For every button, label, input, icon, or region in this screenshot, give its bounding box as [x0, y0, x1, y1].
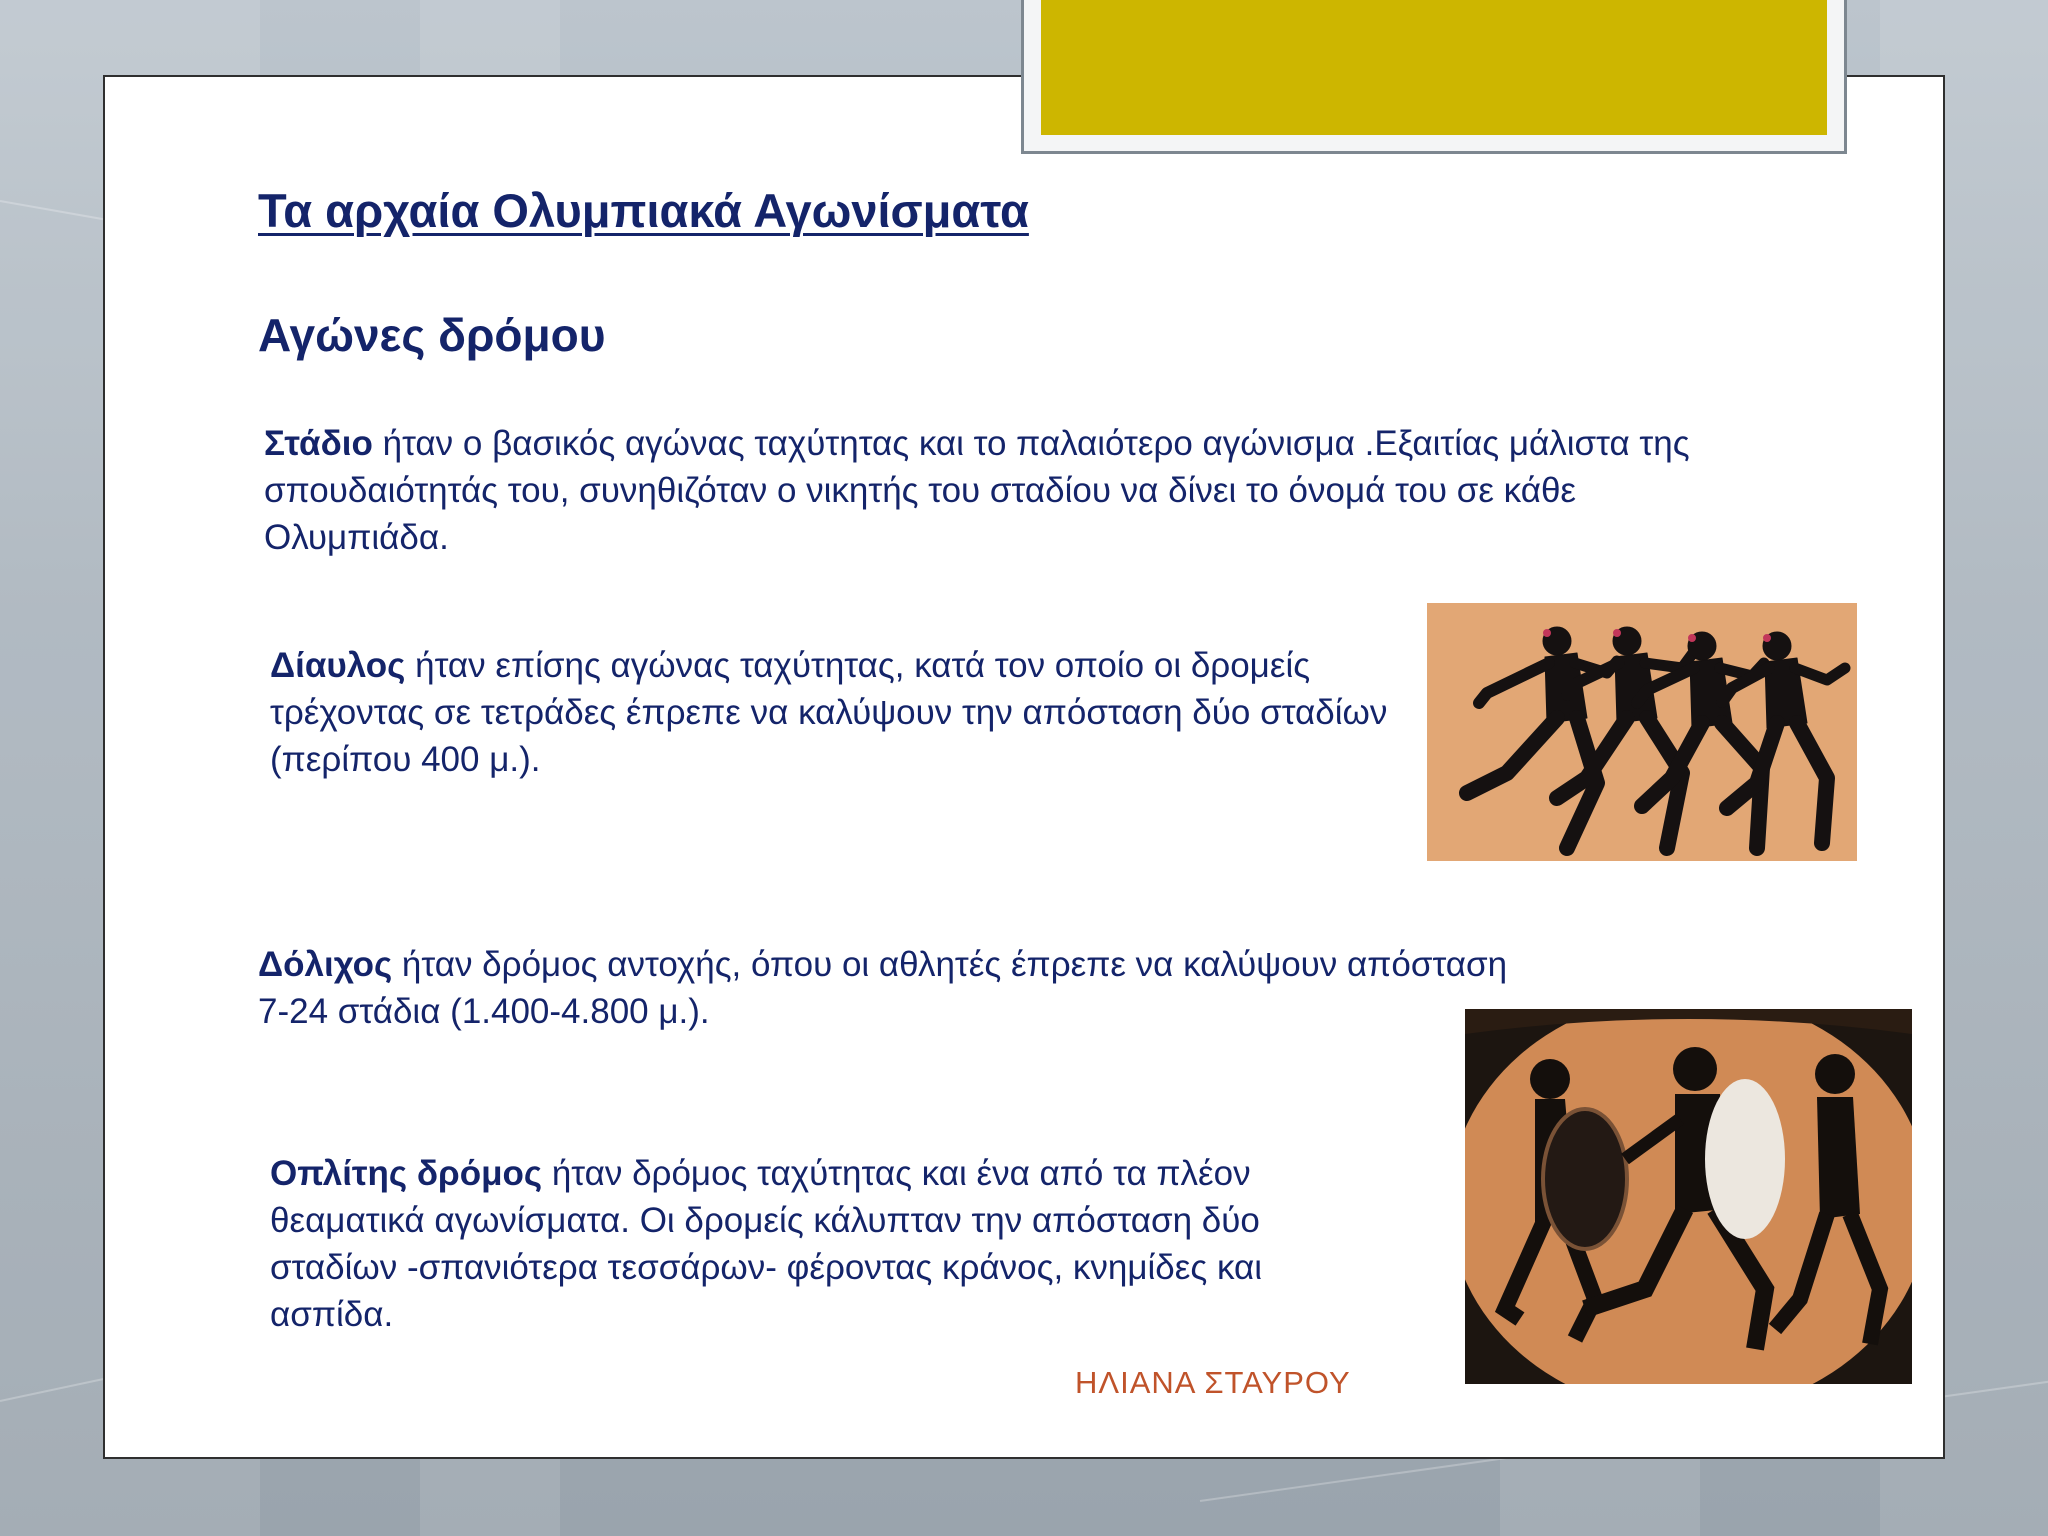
hoplite-vase-illustration [1465, 1009, 1912, 1384]
title-accent-block [1041, 0, 1827, 135]
black-figure-runners-image [1427, 603, 1857, 861]
description-diaulos: ήταν επίσης αγώνας ταχύτητας, κατά τον οποίο οι δρομείς τρέχοντας σε τετράδες έπρεπε να καλύψουν την απόσταση δύο σταδίων (περίπου 400 μ.). [270, 646, 1388, 779]
paragraph-dolichos [258, 941, 1518, 1035]
white-shield [1705, 1079, 1785, 1239]
term-dolichos: Δόλιχος [258, 945, 393, 984]
paragraph-diaulos [270, 642, 1390, 783]
slide-title: Τα αρχαία Ολυμπιακά Αγωνίσματα [258, 184, 1029, 237]
runners-illustration [1427, 603, 1857, 861]
author-name: ΗΛΙΑΝΑ ΣΤΑΥΡΟΥ [1075, 1365, 1351, 1400]
term-hoplite-race: Οπλίτης δρόμος [270, 1154, 543, 1193]
description-hoplite-race: ήταν δρόμος ταχύτητας και ένα από τα πλέον θεαματικά αγωνίσματα. Οι δρομείς κάλυπταν την απόσταση δύο σταδίων -σπανιότερα τεσσάρων- φέροντας κράνος, κνημίδες και ασπίδα. [270, 1154, 1263, 1334]
term-stadio: Στάδιο [264, 424, 373, 463]
term-diaulos: Δίαυλος [270, 646, 406, 685]
description-stadio: ήταν ο βασικός αγώνας ταχύτητας και το παλαιότερο αγώνισμα .Εξαιτίας μάλιστα της σπουδαιότητάς του, συνηθιζόταν ο νικητής του σταδίου να δίνει το όνομά του σε κάθε Ολυμπιάδα. [264, 424, 1690, 557]
slide-subtitle: Αγώνες δρόμου [258, 309, 606, 361]
hoplite-runners-image [1465, 1009, 1912, 1384]
description-dolichos: ήταν δρόμος αντοχής, όπου οι αθλητές έπρεπε να καλύψουν απόσταση 7-24 στάδια (1.400-4.800 μ.). [258, 945, 1508, 1031]
paragraph-hoplite-race [270, 1150, 1390, 1338]
paragraph-stadio [264, 420, 1704, 561]
